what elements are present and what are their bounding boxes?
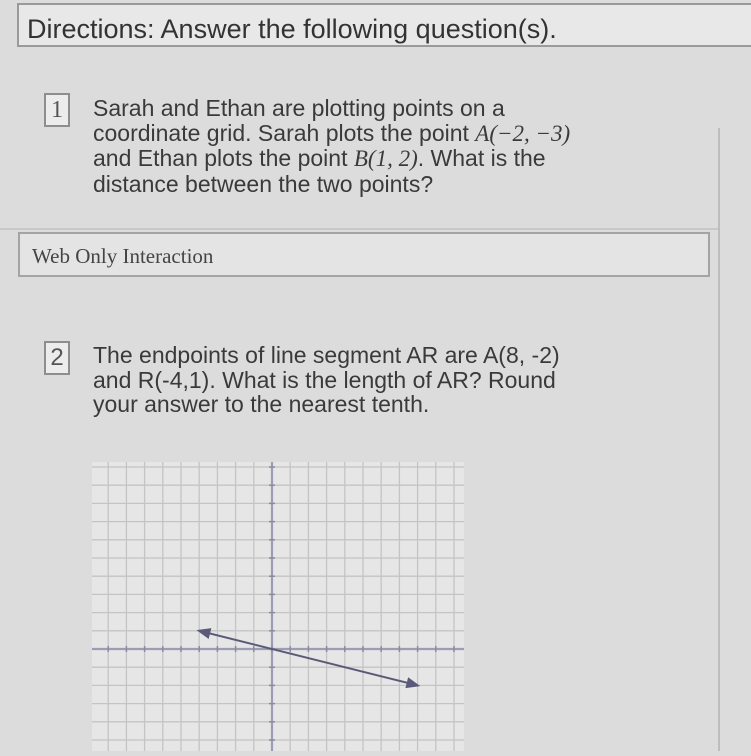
directions-text: Directions: Answer the following question(s). bbox=[27, 14, 557, 44]
question-2-line-3: your answer to the nearest tenth. bbox=[93, 391, 430, 417]
point-a: A(−2, −3) bbox=[475, 120, 571, 146]
question-1-number: 1 bbox=[44, 93, 70, 127]
question-1-line-3 bbox=[93, 146, 693, 172]
question-2-line-2: and R(-4,1). What is the length of AR? Round bbox=[93, 366, 556, 393]
question-1-line-2-text: coordinate grid. Sarah plots the point bbox=[93, 119, 476, 146]
web-only-label: Web Only Interaction bbox=[32, 244, 214, 268]
question-1-line-4: distance between the two points? bbox=[93, 170, 434, 197]
question-1-line-2 bbox=[93, 121, 693, 147]
question-1-line-3-text: and Ethan plots the point bbox=[93, 145, 354, 171]
question-2-text bbox=[93, 343, 683, 417]
divider bbox=[718, 128, 720, 751]
question-2-line-1: The endpoints of line segment AR are A(8, -2) bbox=[93, 342, 560, 368]
question-2-number: 2 bbox=[44, 341, 70, 375]
divider bbox=[0, 228, 718, 230]
directions-box bbox=[17, 3, 751, 47]
coordinate-grid-svg bbox=[92, 462, 464, 751]
point-b: B(1, 2) bbox=[353, 146, 418, 171]
question-1-text bbox=[93, 96, 693, 196]
web-only-interaction-box[interactable] bbox=[18, 232, 710, 277]
question-1-line-3-tail: . What is the bbox=[417, 145, 546, 171]
question-1-line-1: Sarah and Ethan are plotting points on a bbox=[93, 95, 505, 121]
coordinate-grid bbox=[92, 462, 464, 751]
